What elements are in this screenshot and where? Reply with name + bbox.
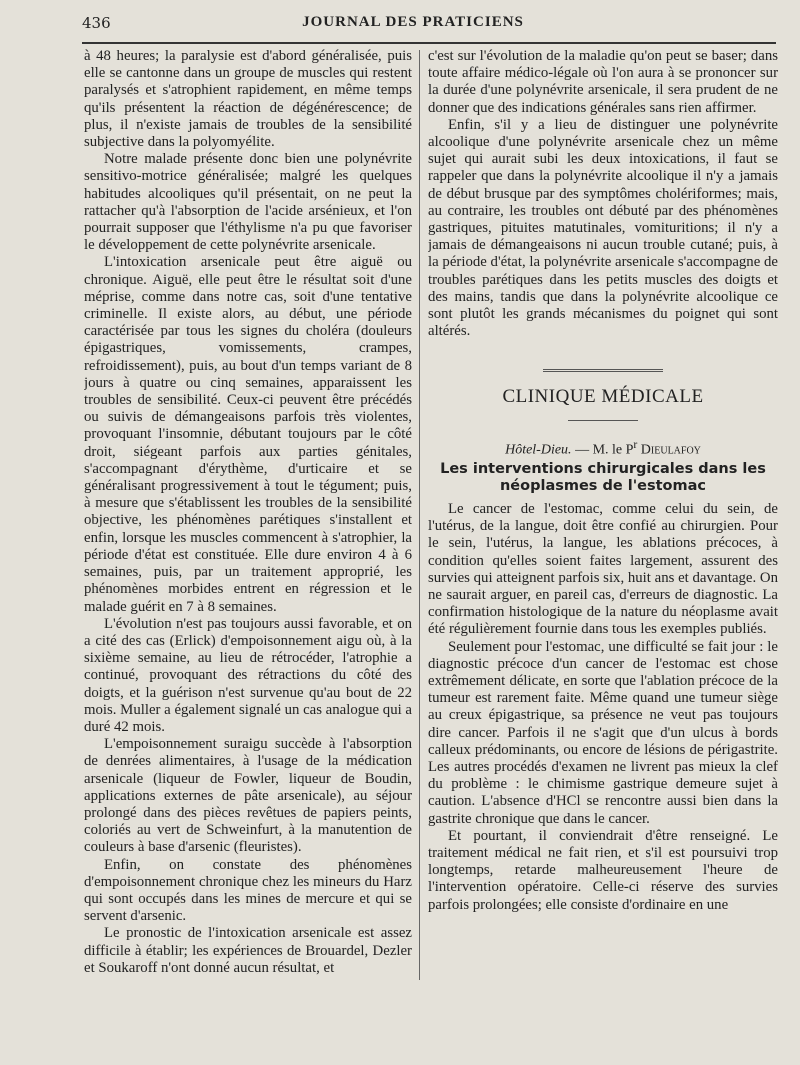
- paragraph: L'empoisonnement suraigu succède à l'absorption de denrées alimentaires, à l'usage de la médication arsenicale (liqueur de Fowler, liqueur de Boudin, applications externes de pâte arsenicale), au séjour prolongé dans des pièces revêtues de papiers peints, coloriés au vert de Schweinfurt, à la manutention de couleurs à base d'arsenic (fleuristes).: [84, 736, 412, 856]
- byline: [428, 436, 778, 459]
- right-paragraphs-after: [428, 501, 778, 914]
- paragraph: Le pronostic de l'intoxication arsenicale est assez difficile à établir; les expériences de Brouardel, Dezler et Soukaroff n'ont donné aucun résultat, et: [84, 925, 412, 976]
- paragraph: L'intoxication arsenicale peut être aiguë ou chronique. Aiguë, elle peut être le résultat soit d'une méprise, comme dans notre cas, soit d'une tentative criminelle. Il existe alors, au début, une période caractérisée par tous les signes du choléra (douleurs épigastriques, vomissements, crampes, refroidissement), puis, au bout d'un temps variant de 8 jours à quatre ou cinq semaines, apparaissent les troubles de sensibilité. Ceux-ci peuvent être précédés ou suivis de démangeaisons parfois très violentes, provoquant l'insomnie, débutant toujours par le côté droit, siégeant parfois aux parties génitales, s'accompagnant d'érythème, d'urticaire et se généralisant progressivement à tout le tégument; puis, à mesure que s'établissent les troubles de la sensibilité objective, les phénomènes parétiques s'installent et enfin, lorsque les muscles commencent à s'atrophier, la période d'état est constituée. Elle dure environ 4 à 6 semaines, puis, par un traitement approprié, les phénomènes morbides entrent en régression et le malade guérit en 7 à 8 semaines.: [84, 254, 412, 615]
- paragraph: L'évolution n'est pas toujours aussi favorable, et on a cité des cas (Erlick) d'empoisonnement aigu où, à la sixième semaine, au lieu de rétrocéder, l'atrophie a continué, provoquant des rétractions du côté des doigts, et la guérison n'est survenue qu'au bout de 22 mois. Muller a également signalé un cas analogue qui a duré 42 mois.: [84, 615, 412, 735]
- page-header: [50, 14, 776, 36]
- left-paragraphs: [84, 48, 412, 977]
- title-rule: [428, 409, 778, 426]
- page-number: 436: [82, 14, 111, 32]
- byline-name: Dieulafoy: [637, 442, 701, 458]
- paragraph: Enfin, on constate des phénomènes d'empoisonnement chronique chez les mineurs du Harz qui sont occupés dans les mines de mercure et qui se servent d'arsenic.: [84, 856, 412, 925]
- section-separator: [428, 360, 778, 377]
- header-rule: [82, 42, 776, 44]
- byline-place: Hôtel-Dieu.: [505, 442, 572, 458]
- article-title: Les interventions chirurgicales dans les néoplasmes de l'estomac: [440, 460, 766, 494]
- right-column: [428, 48, 778, 985]
- right-paragraphs-before: [428, 48, 778, 340]
- paragraph: Notre malade présente donc bien une polynévrite sensitivo-motrice généralisée; malgré les quelques habitudes alcooliques qu'il présentait, on ne peut la rattacher qu'à l'absorption de l'acide arsénieux, et l'on pourrait supposer que l'éthylisme n'a pu que favoriser le développement de cette polynévrite arsenicale.: [84, 151, 412, 254]
- left-column: [84, 48, 412, 985]
- journal-title: JOURNAL DES PRATICIENS: [302, 14, 524, 30]
- column-divider: [419, 50, 420, 980]
- paragraph: à 48 heures; la paralysie est d'abord généralisée, puis elle se cantonne dans un groupe de muscles qui restent paralysés et s'atrophient rapidement, en même temps qu'ils présentent la réaction de dégénérescence; de plus, il n'existe jamais de troubles de la sensibilité subjective dans la polyomyélite.: [84, 48, 412, 151]
- byline-sup: r: [633, 438, 638, 452]
- paragraph: Le cancer de l'estomac, comme celui du sein, de l'utérus, de la langue, doit être confié au chirurgien. Pour le sein, l'utérus, la langue, les ablations précoces, à condition qu'elles soient faites largement, assurent des survies qui atteignent parfois six, huit ans et davantage. On ne saurait arguer, en pareil cas, d'erreurs de diagnostic. La confirmation histologique de la nature du néoplasme avait été régulièrement fournie dans tous les exemples publiés.: [428, 500, 778, 638]
- byline-dash: — M. le P: [571, 442, 634, 458]
- section-title: CLINIQUE MÉDICALE: [502, 385, 704, 407]
- paragraph: Seulement pour l'estomac, une difficulté se fait jour : le diagnostic précoce d'un cancer de l'estomac est chose extrêmement délicate, en sorte que l'ablation précoce de la tumeur est rarement faite. Même quand une tumeur siège au creux épigastrique, sa présence ne veut pas toujours dire cancer. Parfois il ne s'agit que d'un ulcus à bords calleux prédominants, ou encore de lésions de périgastrite. Les autres procédés d'examen ne livrent pas mieux la clef du problème : le chimisme gastrique demeure sujet à caution. L'absence d'HCl se rencontre aussi bien dans la gastrite chronique que dans le cancer.: [428, 638, 778, 827]
- paragraph: Et pourtant, il conviendrait d'être renseigné. Le traitement médical ne fait rien, et s'il est poursuivi trop longtemps, retarde malheureusement l'heure de l'intervention opératoire. Celle-ci réserve des survies parfois prolongées; elle consiste d'ordinaire en une: [428, 827, 778, 913]
- paragraph: Enfin, s'il y a lieu de distinguer une polynévrite alcoolique d'une polynévrite arsenicale chez un même sujet qui aurait subi les deux intoxications, il faut se rappeler que dans la polynévrite alcoolique il n'y a jamais de début brusque par des symptômes cholériformes; mais, au contraire, les troubles ont débuté par des phénomènes gastriques, pituites matutinales, vomituritions; il n'y a jamais de démangeaisons ni aucun trouble cutané; puis, à la période d'état, la polynévrite arsenicale s'accompagne de troubles parétiques dans les petits muscles des doigts et des mains, tandis que dans la polynévrite alcoolique ce sont plutôt les grands mécanismes du poignet qui sont altérés.: [428, 116, 778, 340]
- paragraph: c'est sur l'évolution de la maladie qu'on peut se baser; dans toute affaire médico-légale où l'on aura à se prononcer sur la durée d'une polynévrite arsenicale, il sera prudent de ne donner que des indications générales sans rien affirmer.: [428, 48, 778, 116]
